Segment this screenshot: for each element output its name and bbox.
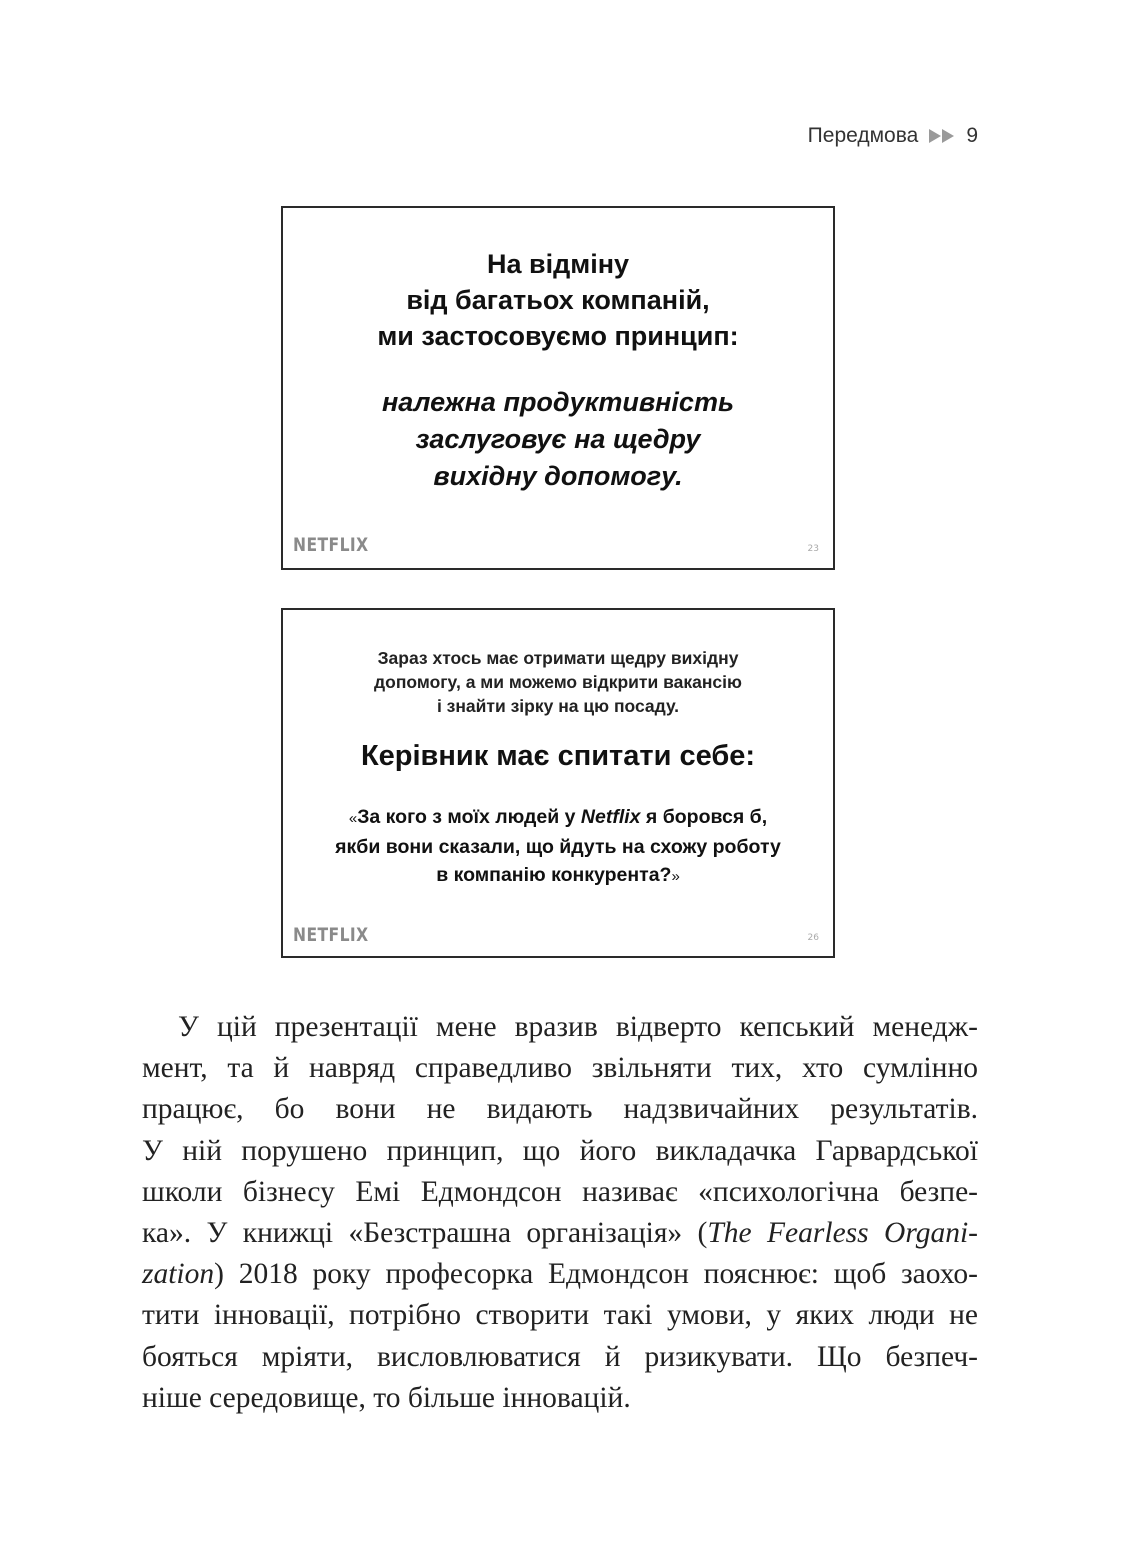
running-head [760,124,978,148]
body-line: школи бізнесу Емі Едмондсон називає «психологічна безпе- [142,1175,978,1208]
body-line [142,1213,978,1254]
slide-intro-line: Зараз хтось має отримати щедру вихідну [377,648,739,668]
close-quote-mark: » [671,868,680,885]
quote-text: в компанію конкурента? [436,864,672,886]
body-line: У ній порушено принцип, що його викладачка Гарвардської [142,1134,978,1167]
slide-heading-line: ми застосовуємо принцип: [377,321,739,351]
body-line: У цій презентації мене вразив відверто кепський менедж- [178,1011,978,1043]
slide-heading-line: від багатьох компаній, [406,285,710,315]
slide-number: 26 [807,933,819,943]
slide-heading [283,246,833,354]
double-triangle-right-icon [928,128,956,144]
slide-intro [283,646,833,718]
slide-quote-line: якби вони сказали, що йдуть на схожу роботу [335,836,781,858]
page-number: 9 [966,124,978,147]
book-title: The Fearless Organi- [707,1217,978,1250]
slide-emphasis-line: заслуговує на щедру [415,424,701,454]
slide-intro-line: і знайти зірку на цю посаду. [436,696,680,716]
quote-brand: Netflix [580,806,641,828]
book-title: zation [142,1258,215,1291]
slide-23 [281,206,835,570]
body-text-segment: ) 2018 року професорка Едмондсон пояснює: щоб заохо- [214,1258,978,1291]
body-paragraph [142,1007,978,1419]
body-line: ніше середовище, то більше інновацій. [142,1381,631,1414]
slide-quote-line [283,803,833,833]
open-quote-mark: « [348,810,358,827]
slide-intro-line: допомогу, а ми можемо відкрити вакансію [374,672,742,692]
slide-number: 23 [807,544,819,554]
body-line: бояться мріяти, висловлюватися й ризикувати. Що безпеч- [142,1340,978,1373]
slide-emphasis-line: вихідну допомогу. [433,461,683,491]
body-line: мент, та й навряд справедливо звільняти тих, хто сумлінно [142,1052,978,1085]
quote-text: я боровся б, [640,806,768,828]
body-line [142,1254,978,1295]
body-line: працює, бо вони не видають надзвичайних результатів. [142,1093,978,1126]
netflix-logo: NETFLIX [293,534,369,556]
slide-26 [281,608,835,958]
slide-quote [283,803,833,891]
slide-quote-line [283,861,833,891]
body-line: тити інновації, потрібно створити такі умови, у яких люди не [142,1299,978,1332]
slide-emphasis-line: належна продуктивність [381,387,734,417]
section-title: Передмова [807,124,919,147]
slide-heading-line: На відміну [486,249,630,279]
quote-text: За кого з моїх людей у [357,806,581,828]
netflix-logo: NETFLIX [293,924,369,946]
slide-heading: Керівник має спитати себе: [360,740,756,772]
slide-emphasis [283,384,833,495]
body-text-segment: ка». У книжці «Безстрашна організація» ( [142,1217,708,1250]
